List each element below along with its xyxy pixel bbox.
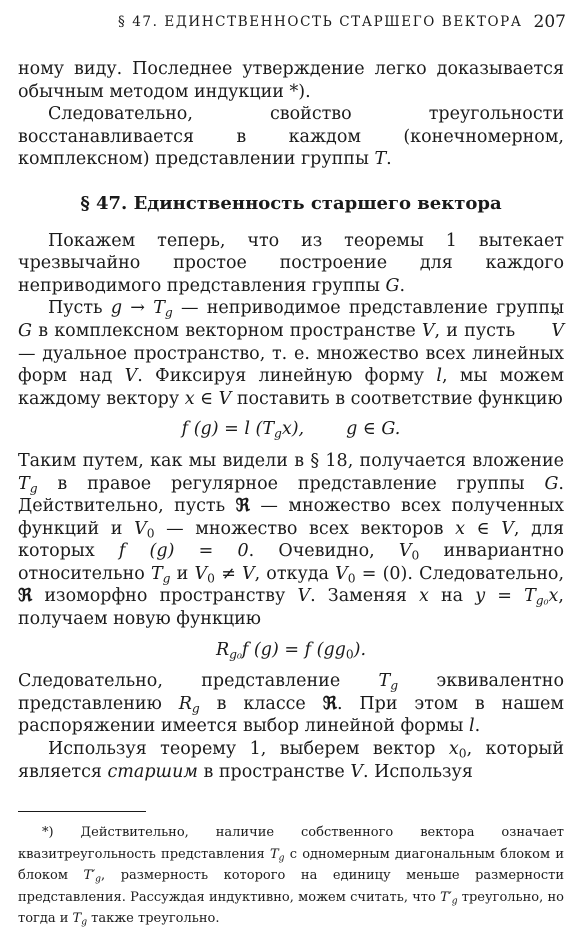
footnote-divider [18, 811, 146, 812]
paragraph-equivalence: Следовательно, представление $T_g$ эквивалентно представлению $R_g$ в классе ℜ. При этом в нашем распоряжении имеется выбор линейной формы l. [18, 671, 564, 737]
page-number: 207 [533, 12, 566, 32]
running-head: § 47. ЕДИНСТВЕННОСТЬ СТАРШЕГО ВЕКТОРА [118, 14, 523, 30]
formula-function: f (g) = l $(T_gx)$, g ∈ G. [181, 419, 401, 441]
paragraph-construction: Покажем теперь, что из теоремы 1 вытекает чрезвычайно простое построение для каждого неприводимого представления группы G. [18, 230, 564, 296]
body-text [18, 58, 564, 783]
section-heading: § 47. Единственность старшего вектора [80, 192, 502, 214]
paragraph-continuation: ному виду. Последнее утверждение легко доказывается обычным методом индукции *). [18, 59, 564, 102]
paragraph-highest-vector: Используя теорему 1, выберем вектор $x_0$, который является старшим в пространстве V. Используя [18, 739, 564, 782]
paragraph-embedding: Таким путем, как мы видели в § 18, получается вложение $T_g$ в правое регулярное представление группы G. Действительно, пусть ℜ — множество всех полученных функций и $V_0$ — множество всех векторов x ∈ V, для которых f (g) = 0. Очевидно, $V_0$ инвариантно относительно $T_g$ и $V_0 \ne V$, откуда $V_0 = (0)$. Следовательно, ℜ изоморфно пространству V. Заменяя x на $y = T_{g_0}x$, получаем новую функцию [18, 450, 565, 630]
paragraph-representation: Пусть $g \to T_g$ — неприводимое представление группы G в комплексном векторном пространстве V, и пусть ˆ V — дуальное пространство, т. е. множество всех линейных форм над V. Фиксируя линейную форму l, мы можем каждому вектору x ∈ V поставить в соответствие функцию [18, 297, 564, 410]
emphasis-highest: старшим [107, 761, 198, 782]
paragraph-triangularity: Следовательно, свойство треугольности восстанавливается в каждом (конечномерном, комплексном) представлении группы T. [18, 104, 564, 170]
page-header [0, 12, 580, 36]
formula-shift: $R_{g_0}f$ (g) = f $(gg_0)$. [215, 639, 367, 662]
footnote: *) Действительно, наличие собственного вектора означает квазитреугольность представления $T_g$ с одномерным диагональным блоком и блоком $T'_g$, размерность которого на единицу меньше размерности представления. Рассуждая индуктивно, можем считать, что $T'_g$ треугольно, но тогда и $T_g$ также треугольно. [18, 825, 564, 928]
dual-space-symbol: ˆ V [521, 320, 564, 343]
